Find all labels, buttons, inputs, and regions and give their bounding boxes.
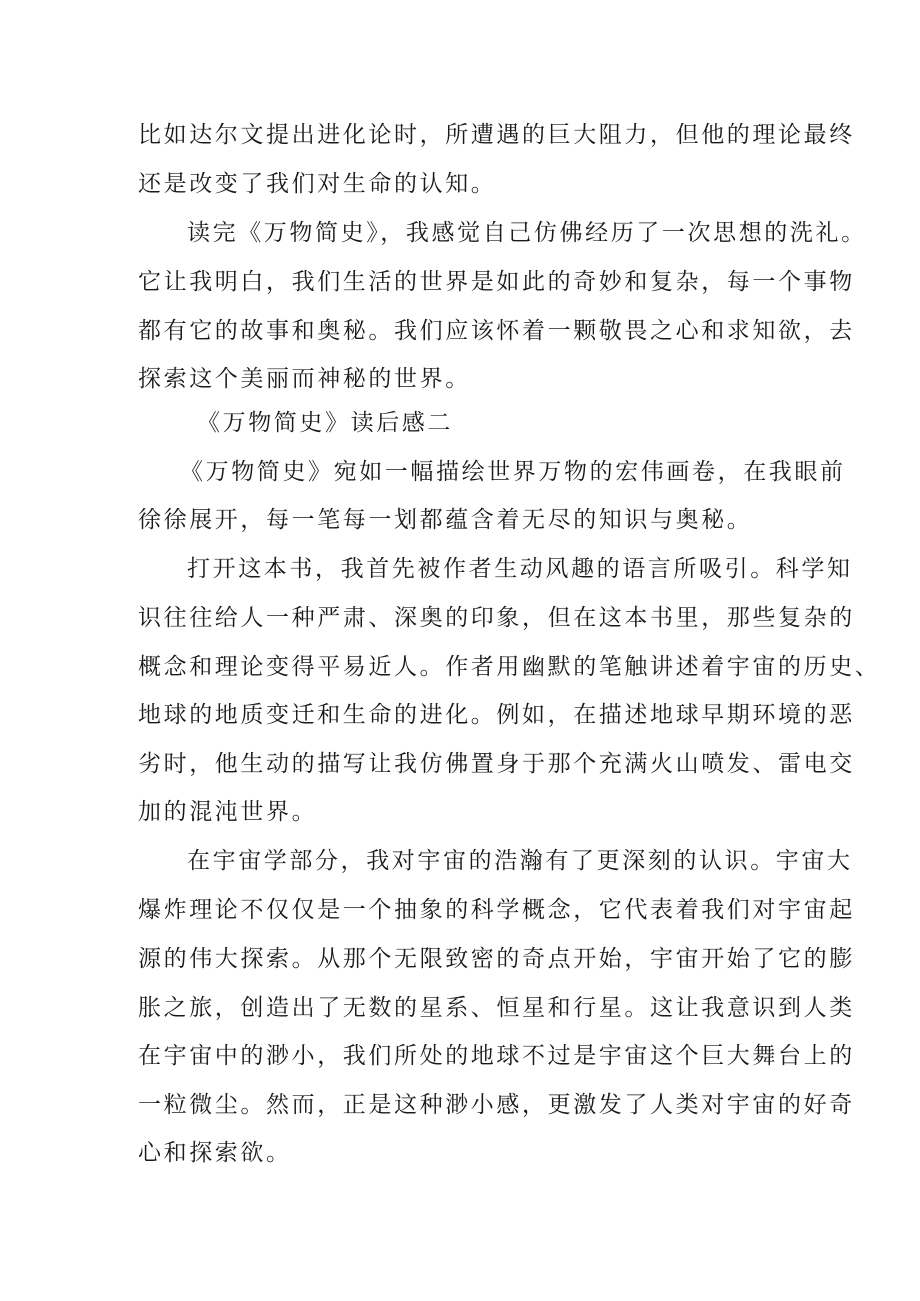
body-line: 识往往给人一种严肃、深奥的印象，但在这本书里，那些复杂的 [138, 605, 855, 631]
body-line: 徐徐展开，每一笔每一划都蕴含着无尽的知识与奥秘。 [138, 507, 753, 533]
body-line: 它让我明白，我们生活的世界是如此的奇妙和复杂，每一个事物 [138, 269, 855, 295]
paragraph-first-line: 读完《万物简史》，我感觉自己仿佛经历了一次思想的洗礼。 [187, 220, 867, 246]
body-line: 加的混沌世界。 [138, 799, 318, 825]
body-line: 探索这个美丽而神秘的世界。 [138, 366, 471, 392]
body-line: 一粒微尘。然而，正是这种渺小感，更激发了人类对宇宙的好奇 [138, 1092, 855, 1118]
body-line: 比如达尔文提出进化论时，所遭遇的巨大阻力，但他的理论最终 [138, 122, 855, 148]
section-heading: 《万物简史》读后感二 [197, 410, 453, 436]
body-line: 心和探索欲。 [138, 1140, 292, 1166]
body-line: 胀之旅，创造出了无数的星系、恒星和行星。这让我意识到人类 [138, 995, 855, 1021]
paragraph-first-line: 在宇宙学部分，我对宇宙的浩瀚有了更深刻的认识。宇宙大 [187, 848, 853, 874]
body-line: 地球的地质变迁和生命的进化。例如，在描述地球早期环境的恶 [138, 702, 855, 728]
body-line: 都有它的故事和奥秘。我们应该怀着一颗敬畏之心和求知欲，去 [138, 318, 855, 344]
paragraph-first-line: 《万物简史》宛如一幅描绘世界万物的宏伟画卷，在我眼前 [180, 459, 846, 485]
paragraph-first-line: 打开这本书，我首先被作者生动风趣的语言所吸引。科学知 [187, 556, 853, 582]
body-line: 概念和理论变得平易近人。作者用幽默的笔触讲述着宇宙的历史、 [138, 654, 881, 680]
body-line: 还是改变了我们对生命的认知。 [138, 171, 497, 197]
body-line: 劣时，他生动的描写让我仿佛置身于那个充满火山喷发、雷电交 [138, 751, 855, 777]
body-line: 爆炸理论不仅仅是一个抽象的科学概念，它代表着我们对宇宙起 [138, 897, 855, 923]
body-line: 在宇宙中的渺小，我们所处的地球不过是宇宙这个巨大舞台上的 [138, 1043, 855, 1069]
body-line: 源的伟大探索。从那个无限致密的奇点开始，宇宙开始了它的膨 [138, 946, 855, 972]
